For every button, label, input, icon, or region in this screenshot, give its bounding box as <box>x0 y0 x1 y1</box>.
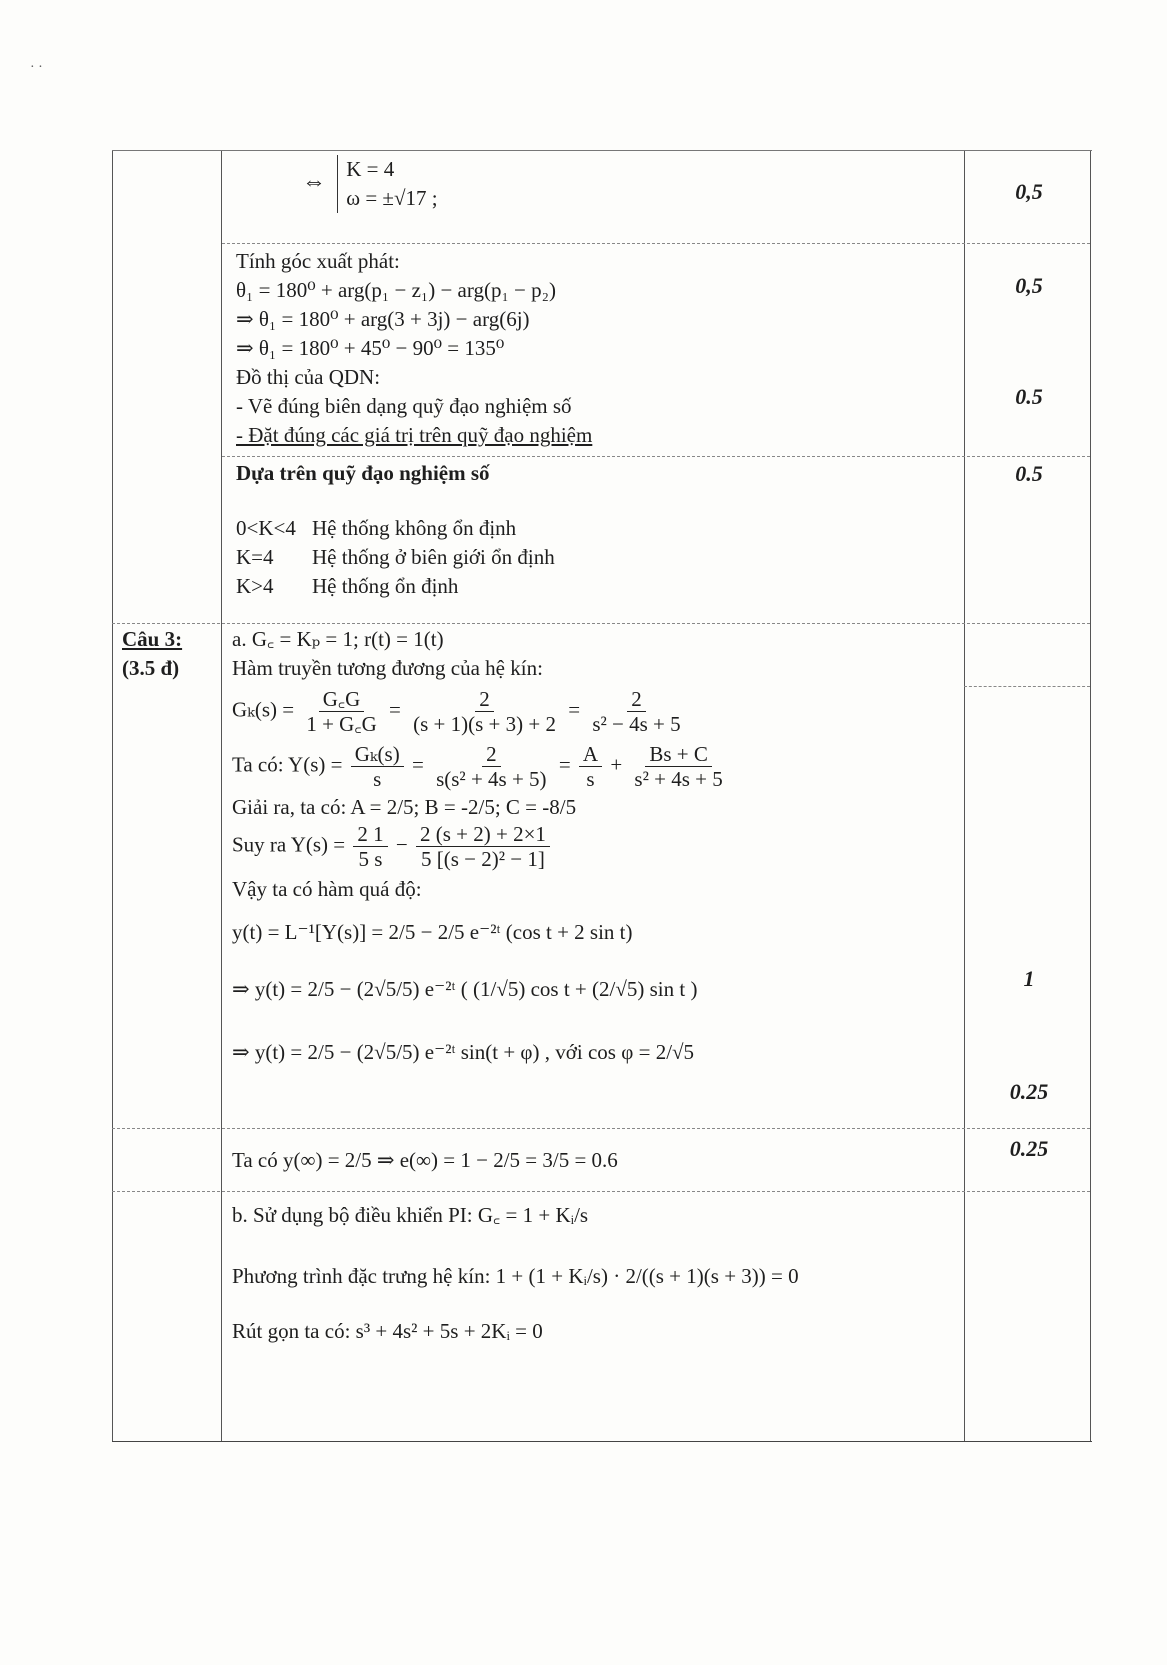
coefficients-line: Giải ra, ta có: A = 2/5; B = -2/5; C = -8/5 <box>232 795 577 819</box>
row1-content <box>302 155 438 213</box>
equiv-symbol: ⇔ <box>302 168 326 195</box>
row3-title: Đồ thị của QDN: <box>236 365 381 389</box>
sep <box>112 1128 1090 1129</box>
gk-frac2 <box>409 687 560 736</box>
gk-frac3-den: s² − 4s + 5 <box>592 712 681 736</box>
row2-line1: θ₁ = 180⁰ + arg(p₁ − z₁) − arg(p₁ − p₂) <box>236 278 556 302</box>
gk-lhs: Gₖ(s) = <box>232 697 295 722</box>
gk-frac1-den: 1 + G꜀G <box>306 712 377 736</box>
suyra-frac2 <box>416 822 550 871</box>
gk-frac1-num: G꜀G <box>319 687 365 712</box>
suyra-frac1-den: 5 s <box>358 847 383 871</box>
q3b-content <box>232 1201 962 1346</box>
row3-line2: - Đặt đúng các giá trị trên quỹ đạo nghiệm <box>236 423 593 447</box>
col-line-2 <box>964 151 965 1441</box>
ys-frac1 <box>351 742 404 791</box>
transient-title: Vậy ta có hàm quá độ: <box>232 877 422 901</box>
ys-frac2 <box>432 742 551 791</box>
col-line-left <box>112 151 113 1441</box>
question-label <box>122 625 182 683</box>
score-row1: 0,5 <box>1015 179 1043 204</box>
sep <box>222 456 1090 457</box>
score-row3: 0.5 <box>1015 384 1043 409</box>
q3b-char-eq: Phương trình đặc trưng hệ kín: 1 + (1 + Kᵢ/s) · 2/((s + 1)(s + 3)) = 0 <box>232 1264 799 1288</box>
sep <box>964 686 1090 687</box>
row1-line1: K = 4 <box>346 157 395 181</box>
q3a-given: a. G꜀ = Kₚ = 1; r(t) = 1(t) <box>232 627 444 651</box>
ys-frac3 <box>579 742 602 791</box>
ys-frac2-num: 2 <box>482 742 501 767</box>
q3a-content <box>232 625 962 1067</box>
score-q3a-1: 1 <box>1023 966 1035 991</box>
ys-frac4 <box>630 742 726 791</box>
gk-frac2-num: 2 <box>475 687 494 712</box>
yt-line3: ⇒ y(t) = 2/5 − (2√5/5) e⁻²ᵗ sin(t + φ) , với cos φ = 2/√5 <box>232 1040 695 1064</box>
score-row6: 0.25 <box>1009 1136 1049 1161</box>
question-points: (3.5 đ) <box>122 656 180 680</box>
suyra-frac2-den: 5 [(s − 2)² − 1] <box>421 847 545 871</box>
gk-frac2-den: (s + 1)(s + 3) + 2 <box>413 712 556 736</box>
row1-line2: ω = ±√17 ; <box>346 186 438 210</box>
cond3-text: Hệ thống ổn định <box>312 574 459 598</box>
row2-content <box>236 247 592 450</box>
gk-frac3-num: 2 <box>627 687 646 712</box>
row2-line3: ⇒ θ₁ = 180⁰ + 45⁰ − 90⁰ = 135⁰ <box>236 336 505 360</box>
cond1-text: Hệ thống không ổn định <box>312 516 517 540</box>
system-brace <box>337 155 437 213</box>
row2-title: Tính góc xuất phát: <box>236 249 400 273</box>
row2-line2: ⇒ θ₁ = 180⁰ + arg(3 + 3j) − arg(6j) <box>236 307 530 331</box>
ys-lhs: Ta có: Y(s) = <box>232 752 343 777</box>
sep <box>112 623 1090 624</box>
suyra-equation: Suy ra Y(s) = $\frac{2 1}{5 s}$ − $\frac{2 (s + 2) + 2\times 1}{\text{5 [(s − 2)² − 1]}}$ <box>232 822 962 871</box>
gk-frac1 <box>302 687 380 736</box>
suyra-frac1 <box>353 822 387 871</box>
score-row4: 0.5 <box>1015 461 1043 486</box>
yt-line1: y(t) = L⁻¹[Y(s)] = 2/5 − 2/5 e⁻²ᵗ (cos t + 2 sin t) <box>232 920 633 944</box>
cond2-range: K=4 <box>236 545 274 569</box>
cond2-text: Hệ thống ở biên giới ổn định <box>312 545 555 569</box>
suyra-frac2-num: 2 (s + 2) + 2×1 <box>416 822 550 847</box>
ys-frac3-num: A <box>579 742 602 767</box>
col-line-1 <box>221 151 222 1441</box>
answer-table <box>112 150 1092 1442</box>
ys-equation: Ta có: Y(s) = $\frac{\text{Gₖ(s)}}{s}$ = $\frac{2}{\text{s(s² + 4s + 5)}}$ = $\frac{A}{s}$ + $\frac{Bs + C}{\text{s² + 4s + 5}}$ <box>232 742 962 791</box>
row4-title: Dựa trên quỹ đạo nghiệm số <box>236 461 490 485</box>
ys-frac4-num: Bs + C <box>645 742 712 767</box>
q3b-controller: b. Sử dụng bộ điều khiển PI: G꜀ = 1 + Kᵢ/s <box>232 1203 589 1227</box>
ys-frac1-den: s <box>373 767 382 791</box>
yt-line2: ⇒ y(t) = 2/5 − (2√5/5) e⁻²ᵗ ( (1/√5) cos t + (2/√5) sin t ) <box>232 977 698 1001</box>
suyra-lhs: Suy ra Y(s) = <box>232 832 346 857</box>
row4-content <box>236 459 555 601</box>
q3a-transfer-title: Hàm truyền tương đương của hệ kín: <box>232 656 543 680</box>
sep <box>222 243 1090 244</box>
row3-line1: - Vẽ đúng biên dạng quỹ đạo nghiệm số <box>236 394 572 418</box>
row6-content: Ta có y(∞) = 2/5 ⇒ e(∞) = 1 − 2/5 = 3/5 = 0.6 <box>232 1148 618 1172</box>
ys-frac4-den: s² + 4s + 5 <box>634 767 723 791</box>
q3b-reduced: Rút gọn ta có: s³ + 4s² + 5s + 2Kᵢ = 0 <box>232 1319 543 1343</box>
gk-frac3 <box>588 687 684 736</box>
cond3-range: K>4 <box>236 574 274 598</box>
ys-frac1-num: Gₖ(s) <box>351 742 404 767</box>
cond1-range: 0<K<4 <box>236 516 296 540</box>
ys-frac3-den: s <box>586 767 595 791</box>
question-number: Câu 3: <box>122 627 183 651</box>
suyra-frac1-num: 2 1 <box>353 822 387 847</box>
sep <box>112 1191 1090 1192</box>
col-line-right <box>1090 151 1091 1441</box>
gk-equation: Gₖ(s) = $\frac{G꜀G}{1 + G꜀G}$ = $\frac{2}{(s + 1)(s + 3) + 2}$ = $\frac{2}{\text{s² − 4s + 5}}$ <box>232 687 962 736</box>
score-q3a-2: 0.25 <box>1009 1079 1049 1104</box>
scan-marks: · · <box>30 60 43 75</box>
ys-frac2-den: s(s² + 4s + 5) <box>436 767 547 791</box>
score-row2: 0,5 <box>1015 273 1043 298</box>
